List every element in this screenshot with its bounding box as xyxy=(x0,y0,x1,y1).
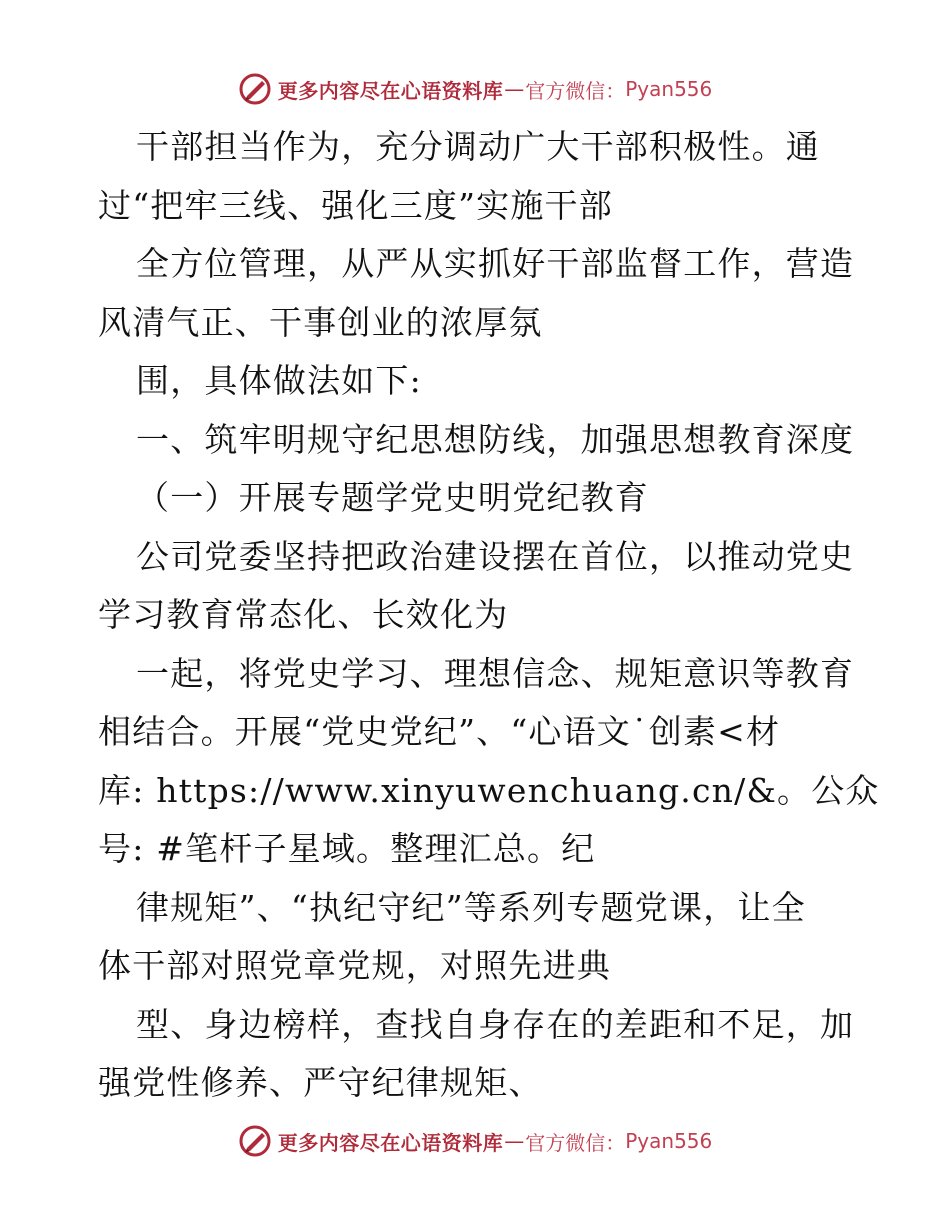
text-line: 库: https://www.xinyuwenchuang.cn/&。公众 xyxy=(98,770,880,810)
section-heading: 一、筑牢明规守纪思想防线，加强思想教育深度 xyxy=(136,419,855,459)
banner-handle: Pyan556 xyxy=(625,1129,713,1153)
text-line: 风清气正、干事创业的浓厚氛 xyxy=(98,302,543,342)
document-body xyxy=(98,118,880,1113)
text-line: 过“把牢三线、强化三度”实施干部 xyxy=(98,185,613,225)
text-line: 体干部对照党章党规，对照先进典 xyxy=(98,946,611,985)
text-line: 围，具体做法如下: xyxy=(136,361,422,400)
brand-logo-icon xyxy=(238,72,272,106)
banner-contact-label: 官方微信： xyxy=(525,78,626,103)
text-line: 相结合。开展“党史党纪”、“心语文˙创素<材 xyxy=(98,712,781,751)
text-line: 型、身边榜样，查找自身存在的差距和不足，加 xyxy=(136,1004,855,1044)
banner-separator: — xyxy=(504,1129,525,1153)
subsection-heading: （一）开展专题学党史明党纪教育 xyxy=(136,478,649,517)
banner-handle: Pyan556 xyxy=(625,77,713,101)
text-line: 号: #笔杆子星域。整理汇总。纪 xyxy=(98,829,596,868)
banner-brand: 更多内容尽在心语资料库 xyxy=(277,78,504,103)
text-line: 干部担当作为，充分调动广大干部积极性。通 xyxy=(136,127,820,166)
text-line: 一起，将党史学习、理想信念、规矩意识等教育 xyxy=(136,653,855,693)
banner-separator: — xyxy=(504,77,525,101)
header-banner xyxy=(0,72,950,106)
text-line: 全方位管理，从严从实抓好干部监督工作，营造 xyxy=(136,244,855,283)
text-line: 强党性修养、严守纪律规矩、 xyxy=(98,1063,543,1102)
footer-banner xyxy=(0,1124,950,1158)
text-line: 公司党委坚持把政治建设摆在首位，以推动党史 xyxy=(136,536,855,576)
brand-logo-icon xyxy=(238,1124,272,1158)
text-line: 学习教育常态化、长效化为 xyxy=(98,595,509,634)
banner-brand: 更多内容尽在心语资料库 xyxy=(277,1130,504,1155)
banner-contact-label: 官方微信： xyxy=(525,1130,626,1155)
text-line: 律规矩”、“执纪守纪”等系列专题党课，让全 xyxy=(136,887,806,927)
